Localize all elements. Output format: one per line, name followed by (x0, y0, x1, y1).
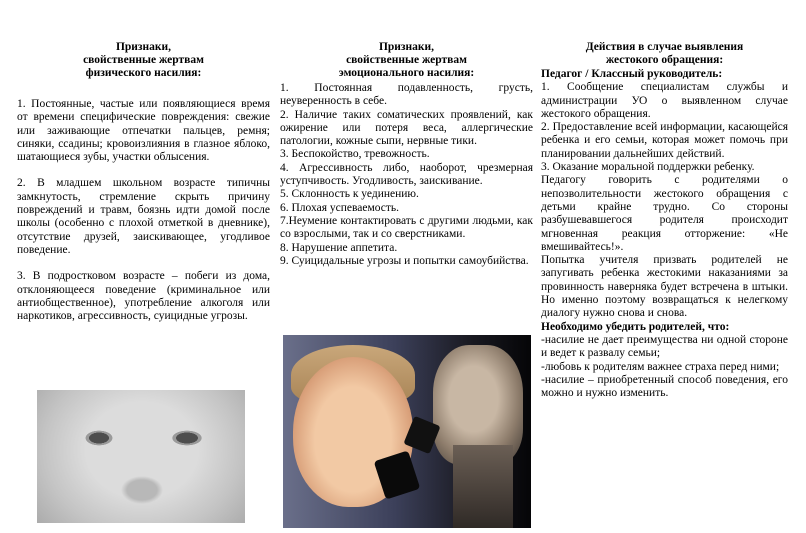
actions-title: Действия в случае выявления жестокого обращения: (585, 41, 744, 66)
action-2: 2. Предоставление всей информации, касающейся ребенка и его семьи, которая может помочь при планировании дальнейших действий. (541, 121, 788, 160)
column-actions (541, 0, 788, 400)
actions-subtitle: Педагог / Классный руководитель: (541, 68, 723, 80)
list-item: 9. Суицидальные угрозы и попытки самоубийства. (280, 254, 529, 267)
physical-sign-2: 2. В младшем школьном возрасте типичны замкнутость, стремление скрыть причину повреждений и травм, боязнь идти домой после школы (особенно с плохой отметкой в дневнике), отсутствие друзей, заискивающее, угодливое поведение. (17, 177, 270, 256)
physical-sign-3: 3. В подростковом возрасте – побеги из дома, отклоняющееся поведение (криминальное или антиобщественное), употребление алкоголя или наркотиков, агрессивность, суицидные угрозы. (17, 270, 270, 323)
action-1: 1. Сообщение специалистам службы и администрации УО о выявленном случае жестокого обращения. (541, 81, 788, 120)
photo-arm (453, 445, 513, 528)
list-item: 6. Плохая успеваемость. (280, 201, 400, 214)
list-item: -насилие – приобретенный способ поведения, его можно и нужно изменить. (541, 373, 788, 400)
list-item: 5. Склонность к уединению. (280, 188, 419, 201)
actions-talk-paragraph: Педагогу говорить с родителями о непозволительности жестокого обращения с детьми крайне трудно. Со стороны разбушевавшегося родителя происходит мгновенная реакция отторжение: «Не вмешивайтесь!». (541, 174, 788, 253)
physical-violence-title: Признаки, свойственные жертвам физического насилия: (83, 41, 204, 79)
emotional-violence-title: Признаки, свойственные жертвам эмоционального насилия: (338, 41, 475, 79)
child-puzzle-fist-image (283, 335, 531, 528)
list-item: 8. Нарушение аппетита. (280, 241, 398, 254)
list-item: 2. Наличие таких соматических проявлений, как ожирение или потеря веса, аллергические патологии, кожные сыпи, нервные тики. (280, 108, 533, 148)
list-item: -любовь к родителям важнее страха перед ними; (541, 360, 780, 373)
must-convince-title: Необходимо убедить родителей, что: (541, 320, 730, 333)
emotional-signs-list (280, 82, 533, 268)
list-item: 4. Агрессивность либо, наоборот, чрезмерная уступчивость. Угодливость, заискивание. (280, 161, 533, 188)
list-item: 7.Неумение контактировать с другими людьми, как со взрослыми, так и со сверстниками. (280, 214, 533, 241)
action-3: 3. Оказание моральной поддержки ребенку. (541, 161, 755, 174)
list-item: -насилие не дает преимущества ни одной стороне и ведет к развалу семьи; (541, 333, 788, 360)
physical-sign-1: 1. Постоянные, частые или появляющиеся время от времени специфические повреждения: свежие или заживающие отпечатки пальцев, ремня; синяки, ссадины; кровоизлияния в глазное яблоко, шатающиеся зубы, участки облысения. (17, 98, 270, 164)
column-physical-violence (17, 0, 270, 336)
list-item: 3. Беспокойство, тревожность. (280, 148, 430, 161)
column-emotional-violence (280, 0, 533, 268)
list-item: 1. Постоянная подавленность, грусть, неуверенность в себе. (280, 82, 533, 108)
actions-attempt-paragraph: Попытка учителя призвать родителей не запугивать ребенка жестокими наказаниями за провинность наверняка будет встречена в штыки. Но именно поэтому возвращаться к нелегкому диалогу нужно снова и снова. (541, 254, 788, 320)
child-face-sketch-image (37, 390, 245, 523)
